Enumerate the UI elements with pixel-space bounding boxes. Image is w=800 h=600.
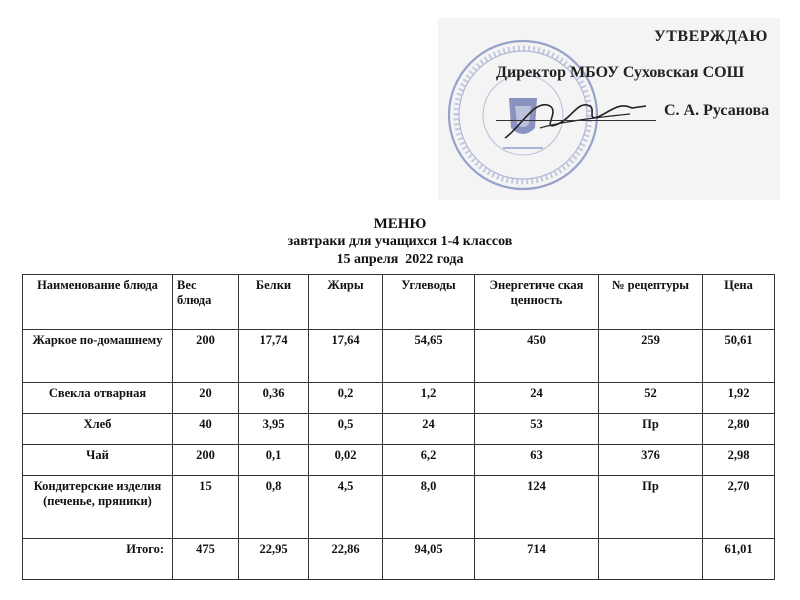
cell-energy: 450 — [475, 330, 599, 383]
cell-dish-name: Чай — [23, 445, 173, 476]
approval-name: С. А. Русанова — [664, 102, 770, 119]
header-proteins: Белки — [239, 275, 309, 330]
cell-recipe: 52 — [599, 383, 703, 414]
menu-title: МЕНЮ — [373, 216, 427, 232]
table-row — [23, 445, 775, 476]
signature-line — [496, 120, 656, 121]
header-dish-name: Наименование блюда — [23, 275, 173, 330]
cell-recipe: Пр — [599, 414, 703, 445]
cell-proteins: 3,95 — [239, 414, 309, 445]
cell-carbs: 54,65 — [383, 330, 475, 383]
cell-price: 2,98 — [703, 445, 775, 476]
cell-energy: 24 — [475, 383, 599, 414]
header-energy: Энергетиче ская ценность — [475, 275, 599, 330]
header-price: Цена — [703, 275, 775, 330]
cell-total-carbs: 94,05 — [383, 539, 475, 580]
table-row — [23, 476, 775, 539]
cell-carbs: 8,0 — [383, 476, 475, 539]
cell-weight: 200 — [173, 330, 239, 383]
cell-weight: 200 — [173, 445, 239, 476]
cell-proteins: 0,36 — [239, 383, 309, 414]
cell-fats: 4,5 — [309, 476, 383, 539]
cell-dish-name: Жаркое по-домашнему — [23, 330, 173, 383]
cell-energy: 53 — [475, 414, 599, 445]
table-total-row — [23, 539, 775, 580]
table-header-row — [23, 275, 775, 330]
cell-weight: 40 — [173, 414, 239, 445]
cell-dish-name: Кондитерские изделия (печенье, пряники) — [23, 476, 173, 539]
cell-total-label: Итого: — [23, 539, 173, 580]
cell-carbs: 6,2 — [383, 445, 475, 476]
cell-recipe: 259 — [599, 330, 703, 383]
table-row — [23, 383, 775, 414]
cell-price: 1,92 — [703, 383, 775, 414]
menu-table — [22, 274, 775, 580]
cell-fats: 17,64 — [309, 330, 383, 383]
cell-price: 2,70 — [703, 476, 775, 539]
cell-fats: 0,2 — [309, 383, 383, 414]
cell-total-recipe — [599, 539, 703, 580]
header-fats: Жиры — [309, 275, 383, 330]
cell-energy: 124 — [475, 476, 599, 539]
cell-proteins: 0,1 — [239, 445, 309, 476]
signature-icon — [500, 88, 650, 148]
cell-energy: 63 — [475, 445, 599, 476]
cell-total-energy: 714 — [475, 539, 599, 580]
approval-title: УТВЕРЖДАЮ — [654, 28, 768, 45]
cell-proteins: 17,74 — [239, 330, 309, 383]
cell-total-weight: 475 — [173, 539, 239, 580]
table-row — [23, 330, 775, 383]
cell-total-proteins: 22,95 — [239, 539, 309, 580]
cell-carbs: 24 — [383, 414, 475, 445]
cell-weight: 20 — [173, 383, 239, 414]
cell-fats: 0,5 — [309, 414, 383, 445]
cell-recipe: Пр — [599, 476, 703, 539]
cell-proteins: 0,8 — [239, 476, 309, 539]
cell-total-fats: 22,86 — [309, 539, 383, 580]
approval-role: Директор МБОУ Суховская СОШ — [496, 64, 745, 81]
menu-date: 15 апреля 2022 года — [336, 252, 464, 267]
cell-price: 2,80 — [703, 414, 775, 445]
header-weight: Вес блюда — [173, 275, 239, 330]
cell-recipe: 376 — [599, 445, 703, 476]
table-row — [23, 414, 775, 445]
cell-weight: 15 — [173, 476, 239, 539]
cell-price: 50,61 — [703, 330, 775, 383]
header-carbs: Углеводы — [383, 275, 475, 330]
cell-carbs: 1,2 — [383, 383, 475, 414]
cell-dish-name: Хлеб — [23, 414, 173, 445]
header-recipe: № рецептуры — [599, 275, 703, 330]
menu-subtitle: завтраки для учащихся 1-4 классов — [287, 234, 513, 249]
cell-dish-name: Свекла отварная — [23, 383, 173, 414]
cell-fats: 0,02 — [309, 445, 383, 476]
cell-total-price: 61,01 — [703, 539, 775, 580]
